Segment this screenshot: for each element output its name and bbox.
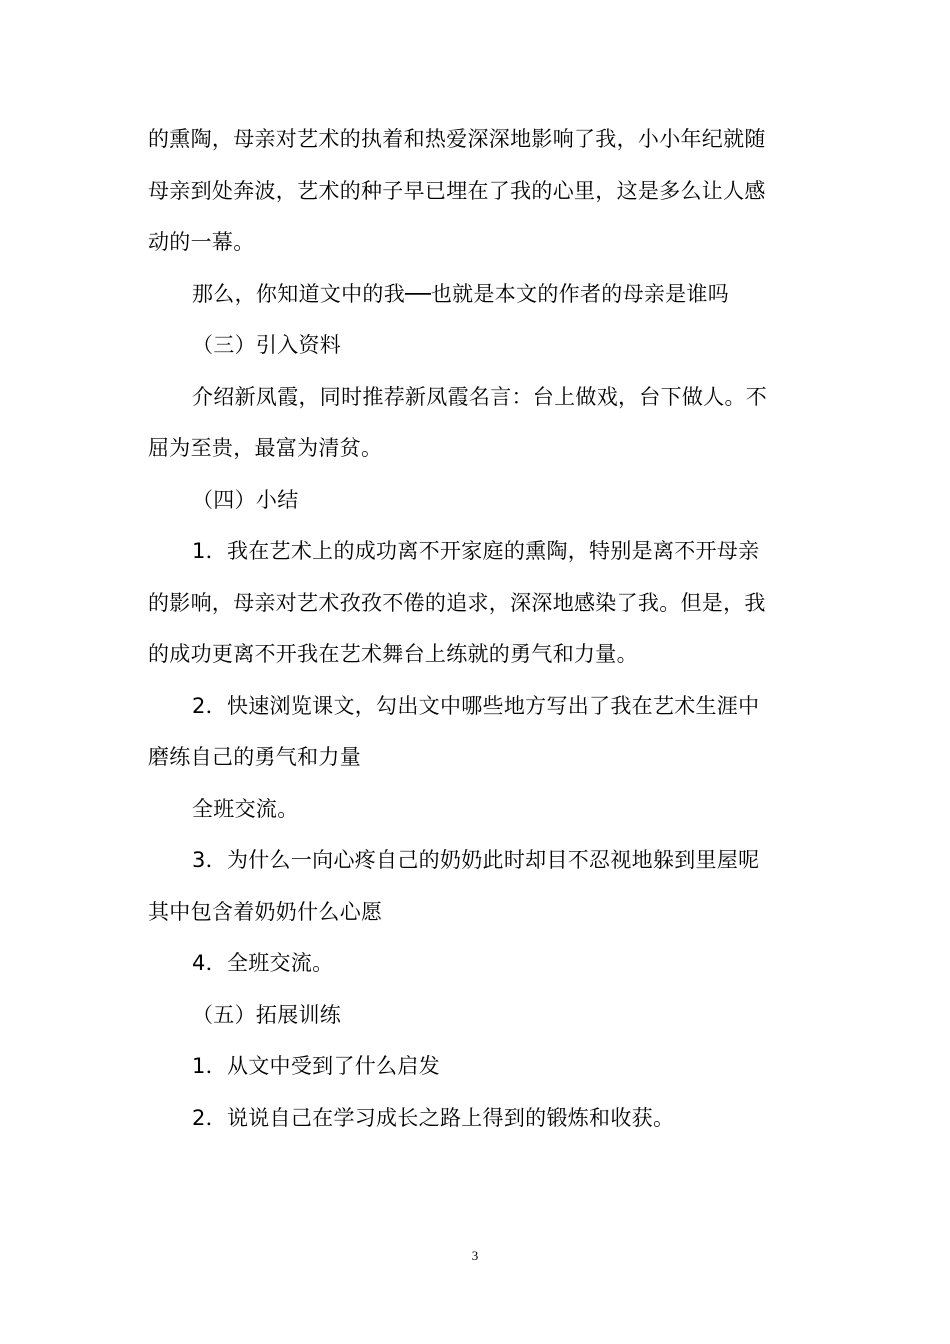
list-item: 1．我在艺术上的成功离不开家庭的熏陶，特别是离不开母亲 [192, 539, 760, 563]
paragraph-line: 动的一幕。 [148, 230, 255, 254]
section-heading: （五）拓展训练 [192, 1002, 342, 1027]
page-number: 3 [471, 1248, 479, 1263]
paragraph-line: 的影响，母亲对艺术孜孜不倦的追求，深深地感染了我。但是，我 [148, 590, 766, 615]
paragraph-line: 其中包含着奶奶什么心愿 [148, 899, 383, 924]
paragraph-line: 介绍新凤霞，同时推荐新凤霞名言：台上做戏，台下做人。不 [192, 384, 768, 409]
body-text [148, 114, 800, 1144]
paragraph-line: 全班交流。 [192, 796, 299, 821]
list-item: 1．从文中受到了什么启发 [192, 1054, 440, 1078]
paragraph-line: 母亲到处奔波，艺术的种子早已埋在了我的心里，这是多么让人感 [148, 178, 766, 203]
section-heading: （三）引入资料 [192, 333, 342, 357]
paragraph-line: 的成功更离不开我在艺术舞台上练就的勇气和力量。 [148, 642, 638, 666]
paragraph-line: 那么，你知道文中的我──也就是本文的作者的母亲是谁吗 [192, 281, 730, 306]
list-item: 4．全班交流。 [192, 951, 334, 975]
section-heading: （四）小结 [192, 487, 299, 512]
list-item: 2．快速浏览课文，勾出文中哪些地方写出了我在艺术生涯中 [192, 693, 760, 718]
list-item: 2．说说自己在学习成长之路上得到的锻炼和收获。 [192, 1105, 675, 1130]
paragraph-line: 磨练自己的勇气和力量 [148, 745, 361, 769]
list-item: 3．为什么一向心疼自己的奶奶此时却目不忍视地躲到里屋呢 [192, 848, 760, 872]
paragraph-line: 的熏陶，母亲对艺术的执着和热爱深深地影响了我，小小年纪就随 [148, 127, 766, 151]
paragraph-line: 屈为至贵，最富为清贫。 [148, 436, 383, 460]
